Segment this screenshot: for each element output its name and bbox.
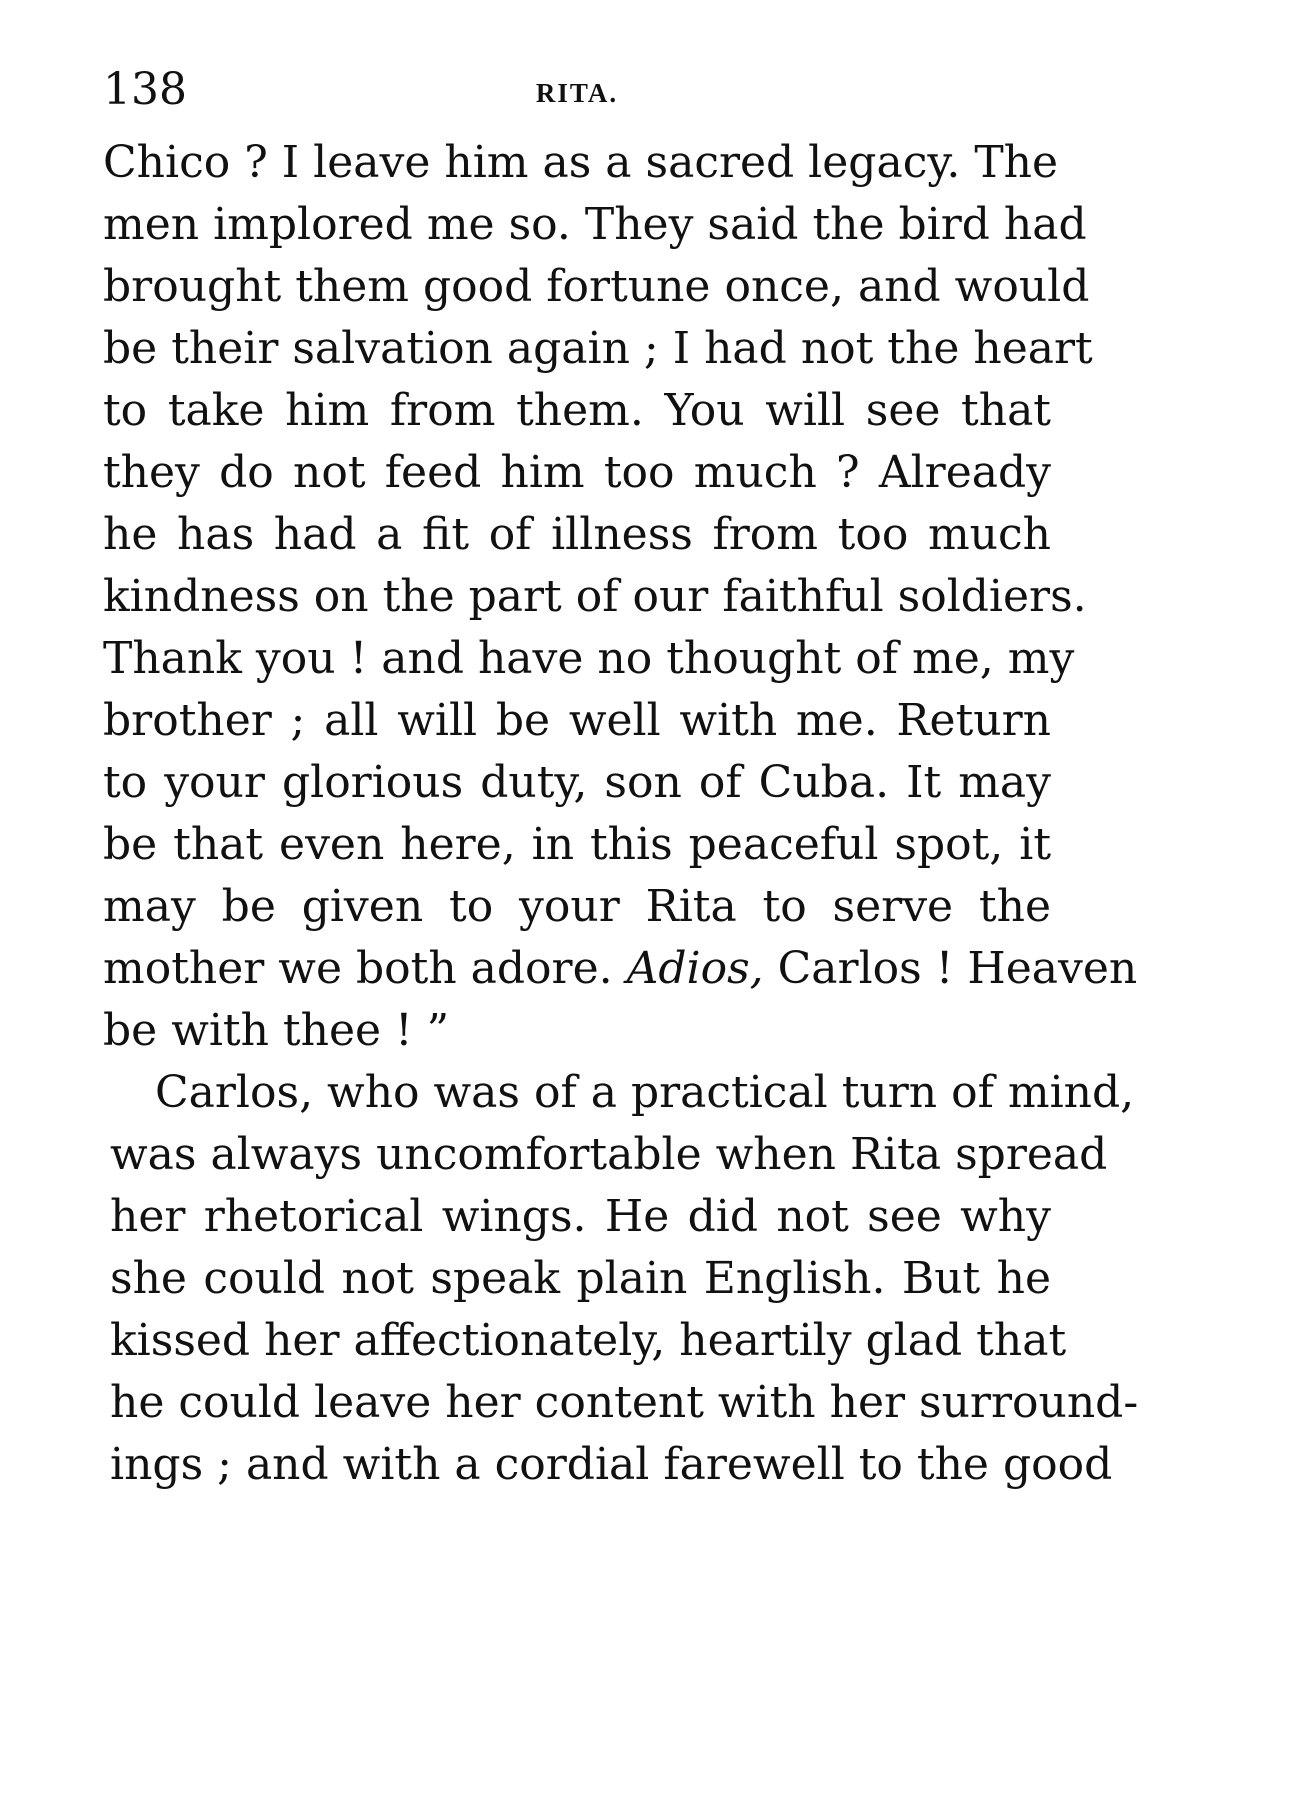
- text-line: Chico ? I leave him as a sacred legacy. The: [103, 137, 1059, 188]
- text-segment: Carlos ! Heaven: [763, 943, 1138, 994]
- text-segment: mother we both adore.: [103, 943, 627, 994]
- text-line: he has had a fit of illness from too much: [103, 509, 1051, 560]
- italic-word: Adios,: [626, 943, 764, 994]
- text-line: brought them good fortune once, and would: [103, 261, 1090, 312]
- text-line: brother ; all will be well with me. Return: [103, 695, 1051, 746]
- text-line: men implored me so. They said the bird had: [103, 199, 1087, 250]
- text-line: kindness on the part of our faithful soldiers.: [103, 571, 1087, 622]
- text-line: they do not feed him too much ? Already: [103, 447, 1051, 498]
- page-number: 138: [103, 64, 187, 115]
- text-line: to take him from them. You will see that: [103, 385, 1051, 436]
- text-line-indented: Carlos, who was of a practical turn of mind,: [155, 1067, 1135, 1118]
- text-line: Thank you ! and have no thought of me, my: [103, 633, 1075, 684]
- text-line: was always uncomfortable when Rita spread: [110, 1129, 1108, 1180]
- text-line: to your glorious duty, son of Cuba. It may: [103, 757, 1051, 808]
- running-title: RITA.: [535, 78, 619, 108]
- text-line: he could leave her content with her surround-: [110, 1377, 1139, 1428]
- text-line: ings ; and with a cordial farewell to the good: [110, 1439, 1113, 1490]
- text-line: be that even here, in this peaceful spot, it: [103, 819, 1051, 870]
- text-line: kissed her affectionately, heartily glad that: [110, 1315, 1067, 1366]
- text-line-with-italic: [103, 938, 1138, 1000]
- text-line: she could not speak plain English. But he: [110, 1253, 1051, 1304]
- text-line: her rhetorical wings. He did not see why: [110, 1191, 1051, 1242]
- text-line: may be given to your Rita to serve the: [103, 881, 1051, 932]
- page-header: [103, 60, 1051, 120]
- text-line: be with thee ! ”: [103, 1005, 450, 1056]
- text-line: be their salvation again ; I had not the heart: [103, 323, 1093, 374]
